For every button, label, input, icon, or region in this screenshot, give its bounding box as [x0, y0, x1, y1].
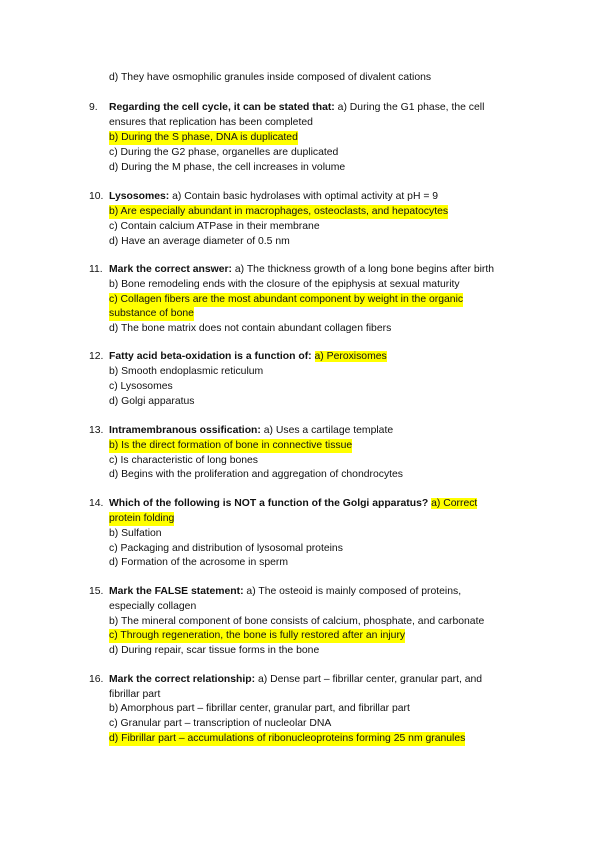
q11-option-b: b) Bone remodeling ends with the closure of the epiphysis at sexual maturity: [109, 279, 460, 290]
q14-option-a-cont-highlighted: protein folding: [109, 513, 175, 524]
q10-number: 10.: [89, 191, 104, 202]
q12-number: 12.: [89, 351, 104, 362]
q9-option-c: c) During the G2 phase, organelles are duplicated: [109, 147, 339, 158]
q10-option-a: a) Contain basic hydrolases with optimal activity at pH = 9: [169, 191, 439, 202]
q12-option-d: d) Golgi apparatus: [109, 396, 195, 407]
q15-number: 15.: [89, 586, 104, 597]
q10-option-c: c) Contain calcium ATPase in their membrane: [109, 221, 320, 232]
q16-number: 16.: [89, 674, 104, 685]
q12-option-a-highlighted: a) Peroxisomes: [314, 351, 387, 362]
q14-option-b: b) Sulfation: [109, 528, 162, 539]
q10-stem: Lysosomes:: [109, 191, 170, 202]
q10-option-b-highlighted: b) Are especially abundant in macrophages, osteoclasts, and hepatocytes: [109, 206, 449, 217]
q9-option-a: a) During the G1 phase, the cell: [334, 102, 485, 113]
q14-option-a-highlighted: a) Correct: [431, 498, 478, 509]
q16-stem: Mark the correct relationship:: [109, 674, 256, 685]
q12-option-c: c) Lysosomes: [109, 381, 173, 392]
q9-option-b-highlighted: b) During the S phase, DNA is duplicated: [109, 132, 298, 143]
q14-option-c: c) Packaging and distribution of lysosomal proteins: [109, 543, 343, 554]
q13-option-c: c) Is characteristic of long bones: [109, 455, 259, 466]
q11-option-c-cont-highlighted: substance of bone: [109, 308, 194, 319]
q13-option-a: a) Uses a cartilage template: [260, 425, 394, 436]
q9-number: 9.: [89, 102, 98, 113]
q16-option-a-cont: fibrillar part: [109, 689, 161, 700]
q16-option-a: a) Dense part – fibrillar center, granular part, and: [255, 674, 483, 685]
q15-stem: Mark the FALSE statement:: [109, 586, 244, 597]
q15-option-c-highlighted: c) Through regeneration, the bone is fully restored after an injury: [109, 630, 406, 641]
q12-option-b: b) Smooth endoplasmic reticulum: [109, 366, 264, 377]
q14-option-d: d) Formation of the acrosome in sperm: [109, 557, 289, 568]
q16-option-b: b) Amorphous part – fibrillar center, granular part, and fibrillar part: [109, 703, 410, 714]
q15-option-b: b) The mineral component of bone consists of calcium, phosphate, and carbonate: [109, 616, 485, 627]
q15-option-a: a) The osteoid is mainly composed of proteins,: [243, 586, 462, 597]
q11-option-c-highlighted: c) Collagen fibers are the most abundant component by weight in the organic: [109, 294, 464, 305]
q14-stem: Which of the following is NOT a function of the Golgi apparatus?: [109, 498, 429, 509]
q9-option-a-cont: ensures that replication has been completed: [109, 117, 313, 128]
q13-option-d: d) Begins with the proliferation and aggregation of chondrocytes: [109, 469, 404, 480]
q15-option-a-cont: especially collagen: [109, 601, 197, 612]
q10-option-d: d) Have an average diameter of 0.5 nm: [109, 236, 290, 247]
q12-stem: Fatty acid beta-oxidation is a function of:: [109, 351, 312, 362]
q9-option-d: d) During the M phase, the cell increases in volume: [109, 162, 346, 173]
q16-option-d-highlighted: d) Fibrillar part – accumulations of ribonucleoproteins forming 25 nm granules: [109, 733, 466, 744]
q11-number: 11.: [89, 264, 103, 275]
q13-option-b-highlighted: b) Is the direct formation of bone in connective tissue: [109, 440, 353, 451]
q16-option-c: c) Granular part – transcription of nucleolar DNA: [109, 718, 332, 729]
q15-option-d: d) During repair, scar tissue forms in the bone: [109, 645, 320, 656]
q11-stem: Mark the correct answer:: [109, 264, 233, 275]
q11-option-a: a) The thickness growth of a long bone begins after birth: [232, 264, 495, 275]
q14-number: 14.: [89, 498, 104, 509]
q11-option-d: d) The bone matrix does not contain abundant collagen fibers: [109, 323, 392, 334]
q13-number: 13.: [89, 425, 104, 436]
q13-stem: Intramembranous ossification:: [109, 425, 261, 436]
q9-stem: Regarding the cell cycle, it can be stated that:: [109, 102, 335, 113]
